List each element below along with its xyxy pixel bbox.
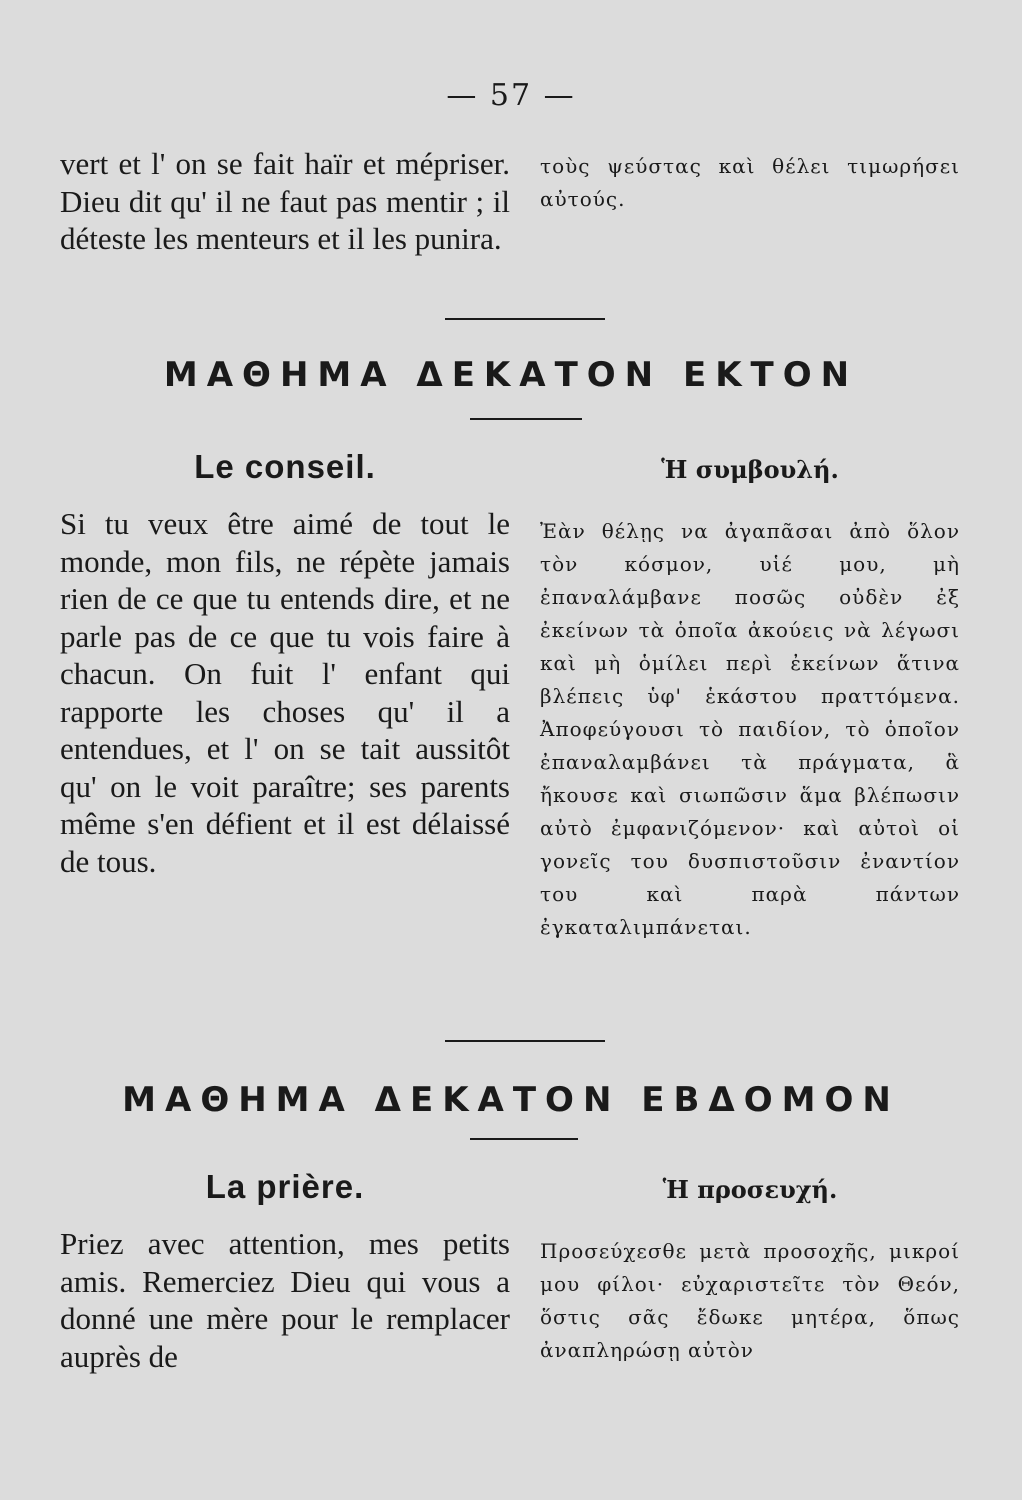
lesson-17-text-gr: Προσεύχεσθε μετὰ προσοχῆς, μικροί μου φίλοι· εὐχαριστεῖτε τὸν Θεόν, ὅστις σᾶς ἔδωκε μητέρα, ὅπως ἀναπληρώσῃ αὐτὸν [540,1239,960,1362]
lesson-16-text-fr: Si tu veux être aimé de tout le monde, mon fils, ne répète jamais rien de ce que tu entends dire, et ne parle pas de ce que tu vois faire à chacun. On fuit l' enfant qui rapporte les choses qu' il a entendues, et l' on se tait aussitôt qu' on le voit paraître; ses parents même s'en défient et il est délaissé de tous. [60,506,510,879]
lesson-17-heading: ΜΑΘΗΜΑ ΔΕΚΑΤΟΝ ΕΒΔΟΜΟΝ [122,1080,900,1120]
lesson-16-title-gr: Ἡ συμβουλή. [661,455,839,484]
lesson-17-title-gr: Ἡ προσευχή. [662,1175,838,1204]
page-number: — 57 — [446,78,576,113]
lesson-16-heading: ΜΑΘΗΜΑ ΔΕΚΑΤΟΝ ΕΚΤΟΝ [163,355,859,395]
heading-underline [470,1138,578,1140]
lesson-17-title-fr: La prière. [205,1168,365,1205]
carryover-text-gr: τοὺς ψεύστας καὶ θέλει τιμωρήσει αὐτούς. [540,154,960,211]
section-divider [445,1040,605,1042]
lesson-16-text-gr: Ἐὰν θέλῃς να ἀγαπᾶσαι ἀπὸ ὅλον τὸν κόσμον, υἱέ μου, μὴ ἐπαναλάμβανε ποσῶς οὐδὲν ἐξ ἐκείνων τὰ ὁποῖα ἀκούεις νὰ λέγωσι καὶ μὴ ὁμίλει περὶ ἐκείνων ἅτινα βλέπεις ὑφ' ἑκάστου πραττόμενα. Ἀποφεύγουσι τὸ παιδίον, τὸ ὁποῖον ἐπαναλαμβάνει τὰ πράγματα, ἃ ἤκουσε καὶ σιωπῶσιν ἅμα βλέπωσιν αὐτὸ ἐμφανιζόμενον· καὶ αὐτοὶ οἱ γονεῖς του δυσπιστοῦσιν ἐναντίον του καὶ παρὰ πάντων ἐγκαταλιμπάνεται. [540,519,960,939]
lesson-16-title-fr: Le conseil. [194,448,376,485]
section-divider [445,318,605,320]
heading-underline [470,418,582,420]
carryover-text-fr: vert et l' on se fait haïr et mépriser. Dieu dit qu' il ne faut pas mentir ; il déteste les menteurs et il les punira. [60,146,510,256]
lesson-17-text-fr: Priez avec attention, mes petits amis. Remerciez Dieu qui vous a donné une mère pour le remplacer auprès de [60,1226,510,1374]
